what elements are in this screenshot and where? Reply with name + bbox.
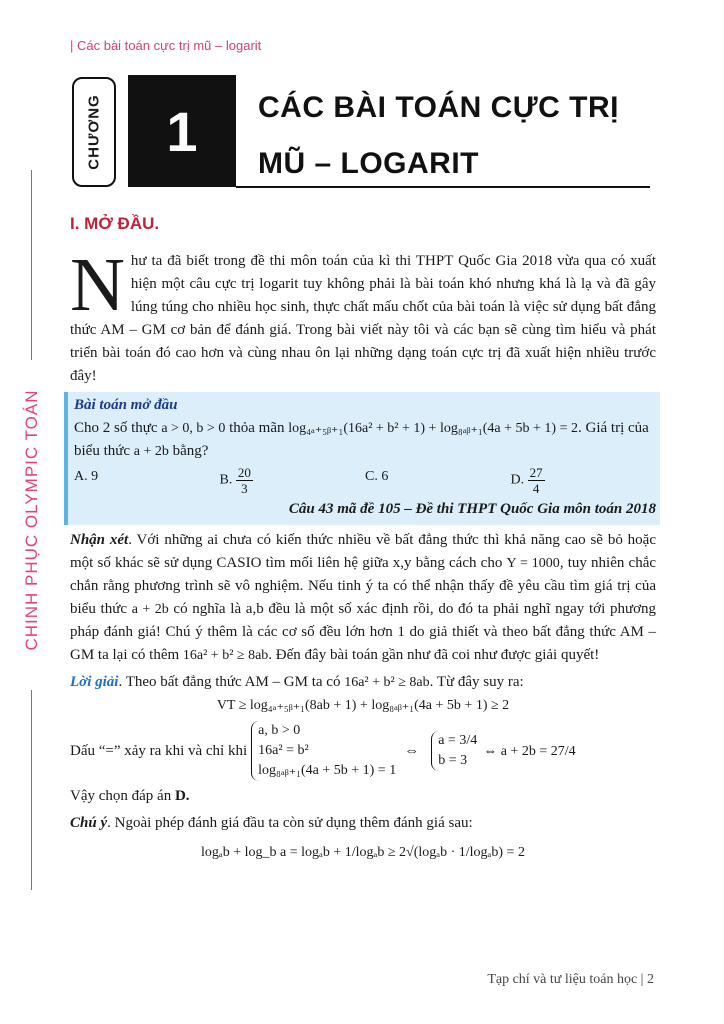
problem-title: Bài toán mở đầu	[74, 397, 178, 413]
side-vertical-title: CHINH PHỤC OLYMPIC TOÁN	[22, 389, 41, 651]
option-b-den: 3	[241, 481, 248, 496]
equivalence-arrow: ⇔	[404, 742, 420, 759]
chapter-tag-label: CHƯƠNG	[85, 94, 103, 170]
option-d-num: 27	[529, 465, 543, 480]
option-b-fraction	[236, 465, 253, 496]
note-paragraph	[70, 812, 656, 835]
remark-y-value: Y = 1000	[506, 556, 560, 571]
remark-paragraph	[70, 529, 656, 667]
result-system	[431, 731, 477, 771]
main-content	[70, 243, 657, 864]
problem-statement	[74, 417, 656, 463]
conclusion-text: Vậy chọn đáp án	[70, 788, 172, 804]
remark-text-d: . Đến đây bài toán gần như đã coi như được giải quyết!	[268, 647, 600, 663]
option-d-den: 4	[532, 481, 540, 496]
remark-expression: a + 2b	[131, 602, 169, 617]
note-text: . Ngoài phép đánh giá đầu ta còn sử dụng thêm đánh giá sau:	[107, 815, 473, 831]
conclusion-answer: D.	[174, 788, 190, 804]
conclusion	[70, 785, 656, 808]
remark-text-b: , tuy nhiên chắc chắn rằng phương trình sẽ vô nghiệm. Nếu tinh ý ta có thể nhận thấy đề yêu cầu tìm giá trị của biểu thức	[70, 555, 657, 617]
condition-3: log₈ₐᵦ₊₁(4a + 5b + 1) = 1	[258, 763, 397, 778]
problem-text-d: bằng?	[172, 443, 209, 459]
solution-paragraph	[70, 671, 656, 694]
chapter-title	[258, 80, 619, 192]
result-a: a = 3/4	[438, 733, 478, 748]
problem-expression: a + 2b	[133, 444, 169, 459]
option-a-value: 9	[91, 469, 99, 484]
problem-text-b: thỏa mãn	[229, 420, 285, 436]
chapter-title-line-2: MŨ – LOGARIT	[258, 147, 479, 180]
answer-options	[74, 465, 656, 496]
condition-2: 16a² = b²	[258, 743, 309, 758]
option-d[interactable]	[511, 465, 657, 496]
problem-box	[64, 392, 660, 525]
dropcap: N	[70, 243, 125, 327]
option-a[interactable]	[74, 465, 220, 496]
side-line-top	[31, 170, 32, 360]
option-d-fraction	[528, 465, 545, 496]
option-b[interactable]	[220, 465, 366, 496]
option-c-label: C.	[365, 469, 378, 484]
solution-text-b: . Từ đây suy ra:	[429, 674, 524, 690]
chapter-title-line-1: CÁC BÀI TOÁN CỰC TRỊ	[258, 91, 619, 124]
page-footer: Tạp chí và tư liệu toán học | 2	[487, 972, 654, 987]
condition-system	[251, 721, 396, 781]
chapter-underline	[236, 186, 650, 188]
solution-label: Lời giải	[70, 674, 119, 690]
problem-equation: log₄ₐ₊₅ᵦ₊₁(16a² + b² + 1) + log₈ₐᵦ₊₁(4a + 5b + 1) = 2	[288, 421, 578, 436]
condition-1: a, b > 0	[258, 723, 301, 738]
chapter-tag	[72, 77, 116, 187]
problem-text-a: Cho 2 số thực	[74, 420, 158, 436]
option-c-value: 6	[381, 469, 389, 484]
problem-text-c: . Giá trị của biểu thức	[74, 420, 649, 459]
note-label: Chú ý	[70, 815, 108, 831]
running-header: | Các bài toán cực trị mũ – logarit	[70, 38, 262, 53]
equality-text: Dấu “=” xảy ra khi và chỉ khi	[70, 742, 248, 759]
chapter-number: 1	[128, 75, 236, 187]
remark-text-a: . Với những ai chưa có kiến thức nhiều về bất đẳng thức thì khả năng cao sẽ bỏ hoặc một số khác sẽ sử dụng CASIO tìm mối liên hệ giữa x,y bằng cách cho	[70, 532, 656, 571]
option-b-label: B.	[219, 472, 233, 488]
option-b-num: 20	[237, 465, 251, 480]
side-title-area	[14, 170, 50, 870]
intro-text: hư ta đã biết trong đề thi môn toán của kì thi THPT Quốc Gia 2018 vừa qua có xuất hiện một câu cực trị logarit tuy không phải là bài toán khó nhưng khá là lạ và đã gây lúng túng cho nhiều học sinh, thực chất mấu chốt của bài toán là việc sử dụng bất đẳng thức AM – GM cơ bản để đánh giá. Trong bài viết này tôi và các bạn sẽ cùng tìm hiểu và phát triển bài toán đó cao hơn và cùng nhau ôn lại những dạng toán cực trị đã xuất hiện nhiều trước đây!	[70, 253, 656, 384]
note-formula: logₐb + log_b a = logₐb + 1/logₐb ≥ 2√(logₐb · 1/logₐb) = 2	[201, 845, 525, 860]
remark-inequality: 16a² + b² ≥ 8ab	[182, 648, 269, 663]
side-line-bottom	[31, 690, 32, 890]
option-d-label: D.	[510, 472, 525, 488]
problem-source: Câu 43 mã đề 105 – Đề thi THPT Quốc Gia môn toán 2018	[288, 501, 656, 517]
problem-condition: a > 0, b > 0	[161, 421, 226, 436]
remark-text-c: có nghĩa là a,b đều là một số xác định rồi, do đó ta phải nghĩ ngay tới phương pháp đánh giá! Chú ý thêm là các cơ số đều lớn hơn 1 do giả thiết và theo bất đẳng thức AM – GM ta lại có thêm	[70, 601, 657, 663]
option-c[interactable]	[365, 465, 511, 496]
result-sum: ⇔ a + 2b = 27/4	[483, 743, 576, 759]
section-heading: I. MỞ ĐẦU.	[70, 214, 160, 233]
solution-text-a: . Theo bất đẳng thức AM – GM ta có	[118, 674, 341, 690]
solution-inequality: 16a² + b² ≥ 8ab	[344, 675, 430, 690]
intro-paragraph	[70, 243, 656, 388]
result-b: b = 3	[438, 753, 468, 768]
remark-label: Nhận xét	[70, 532, 129, 548]
equality-conditions	[70, 721, 656, 781]
option-a-label: A.	[74, 469, 88, 484]
vt-line: VT ≥ log₄ₐ₊₅ᵦ₊₁(8ab + 1) + log₈ₐᵦ₊₁(4a + 5b + 1) ≥ 2	[216, 698, 510, 713]
